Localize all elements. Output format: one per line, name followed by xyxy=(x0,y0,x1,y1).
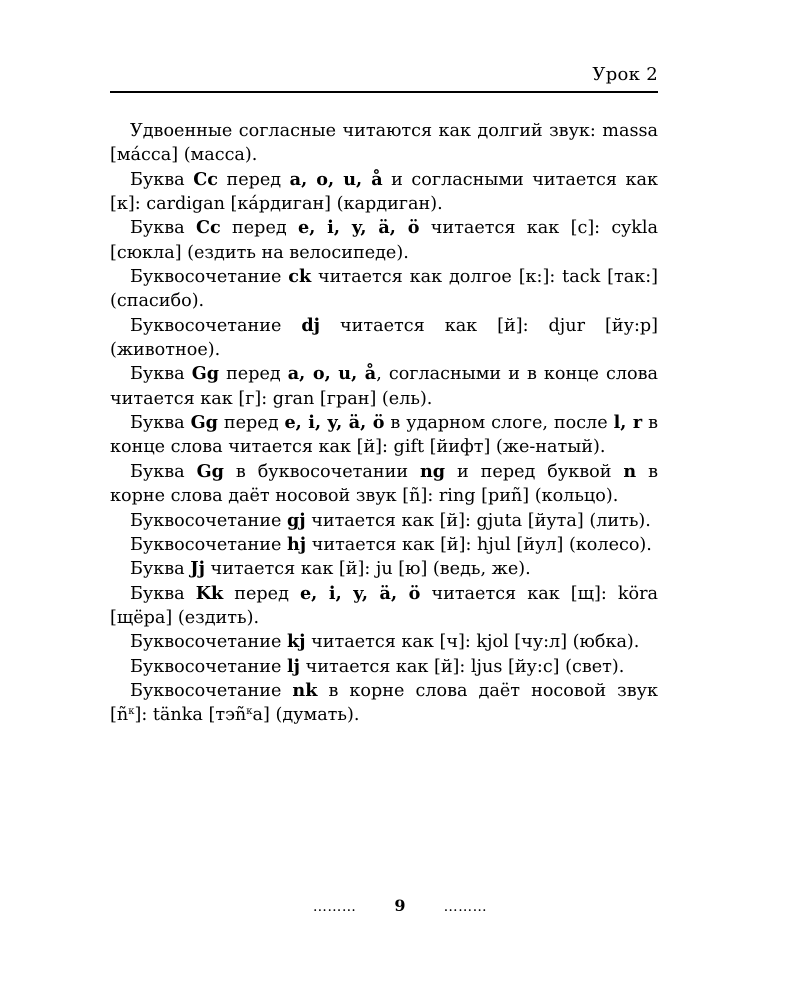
text-run: и перед буквой xyxy=(445,461,624,482)
superscript-text: к xyxy=(128,706,135,718)
bold-letters: nk xyxy=(292,679,318,701)
text-run: в буквосочетании xyxy=(223,461,420,482)
bold-letters: e, i, y, ä, ö xyxy=(298,217,420,239)
paragraph xyxy=(110,655,658,679)
footer-dots-right: ……… xyxy=(443,899,488,915)
paragraph xyxy=(110,509,658,533)
text-run: читается как [й]: ju [ю] (ведь, же). xyxy=(204,559,531,580)
paragraph xyxy=(110,533,658,557)
paragraph xyxy=(110,265,658,314)
text-run: в ударном слоге, после xyxy=(384,413,614,434)
paragraph xyxy=(110,119,658,168)
text-run: Буквосочетание xyxy=(130,315,302,336)
text-run: ]: tänka [тэñ xyxy=(134,705,247,726)
text-run: читается как [ч]: kjol [чу:л] (юбка). xyxy=(305,632,640,653)
bold-letters: e, i, y, ä, ö xyxy=(284,412,385,434)
text-run: а] (думать). xyxy=(252,705,360,726)
running-header: Урок 2 xyxy=(592,64,658,85)
text-run: Буква xyxy=(130,461,197,482)
text-run: Буквосочетание xyxy=(130,510,287,531)
bold-letters: e, i, y, ä, ö xyxy=(299,582,421,604)
bold-letters: n xyxy=(623,460,637,482)
text-run: перед xyxy=(217,413,285,434)
bold-letters: ng xyxy=(419,460,446,482)
bold-letters: Gg xyxy=(196,460,224,482)
paragraph xyxy=(110,411,658,460)
text-run: в корне слова даёт носовой звук [ñ]: ring [риñ] (кольцо). xyxy=(110,461,658,507)
text-run: читается как долгое [к:]: tack [так:] (спасибо). xyxy=(110,267,658,312)
bold-letters: Jj xyxy=(190,558,205,580)
page-number: 9 xyxy=(394,896,406,915)
paragraph xyxy=(110,582,658,631)
bold-letters: l, r xyxy=(613,412,643,434)
text-run: Буква xyxy=(130,218,196,239)
text-run: Буква xyxy=(130,413,191,434)
text-run: читается как [с]: cykla [сюкла] (ездить на велосипеде). xyxy=(110,218,659,263)
bold-letters: a, o, u, å xyxy=(289,168,383,190)
text-run: в корне слова даёт носовой звук [ñ xyxy=(110,680,658,726)
body-text xyxy=(110,119,658,728)
text-run: читается как [щ]: köra [щёра] (ездить). xyxy=(110,583,658,628)
text-run: в конце слова читается как [й]: gift [йифт] (же-натый). xyxy=(110,413,659,458)
footer-dots-left: ……… xyxy=(312,899,357,915)
text-run: Буквосочетание xyxy=(130,267,289,288)
text-run: Буква xyxy=(130,364,192,385)
text-run: читается как [й]: gjuta [йута] (лить). xyxy=(305,510,651,531)
paragraph xyxy=(110,557,658,581)
paragraph xyxy=(110,216,658,265)
bold-letters: Gg xyxy=(191,363,220,385)
text-run: читается как [й]: djur [йу:р] (животное). xyxy=(110,315,658,361)
text-run: перед xyxy=(219,364,288,385)
bold-letters: Gg xyxy=(190,412,218,434)
text-run: перед xyxy=(217,169,290,190)
text-run: Буквосочетание xyxy=(130,534,287,555)
text-run: читается как [й]: hjul [йул] (колесо). xyxy=(306,534,652,555)
text-run: Буква xyxy=(130,559,191,580)
text-run: перед xyxy=(223,583,300,604)
text-run: Буквосочетание xyxy=(130,632,287,653)
paragraph xyxy=(110,630,658,654)
paragraph xyxy=(110,460,658,509)
text-run: Буквосочетание xyxy=(130,656,287,677)
text-run: , согласными и в конце слова читается как [г]: gran [гран] (ель). xyxy=(110,364,659,409)
page-footer xyxy=(0,896,800,915)
paragraph xyxy=(110,679,658,728)
bold-letters: ck xyxy=(288,266,312,288)
bold-letters: dj xyxy=(301,314,321,336)
text-run: читается как [й]: ljus [йу:с] (свет). xyxy=(300,656,625,677)
paragraph xyxy=(110,314,658,363)
bold-letters: lj xyxy=(286,655,301,677)
paragraph xyxy=(110,362,658,411)
text-run: Буквосочетание xyxy=(130,680,293,701)
text-run: Буква xyxy=(130,169,194,190)
paragraph xyxy=(110,168,658,217)
text-run: перед xyxy=(220,218,299,239)
bold-letters: Cc xyxy=(193,168,218,190)
bold-letters: kj xyxy=(286,631,306,653)
text-run: и согласными читается как [к]: cardigan [ка́рдиган] (кардиган). xyxy=(110,169,658,215)
bold-letters: Kk xyxy=(195,582,224,604)
bold-letters: gj xyxy=(286,509,306,531)
text-run: Буква xyxy=(130,583,196,604)
bold-letters: hj xyxy=(286,533,307,555)
bold-letters: Cc xyxy=(196,217,221,239)
superscript-text: к xyxy=(246,706,253,718)
bold-letters: a, o, u, å xyxy=(287,363,377,385)
text-run: Удвоенные согласные читаются как долгий звук: massa [ма́сса] (масса). xyxy=(110,121,658,166)
header-rule xyxy=(110,91,658,93)
